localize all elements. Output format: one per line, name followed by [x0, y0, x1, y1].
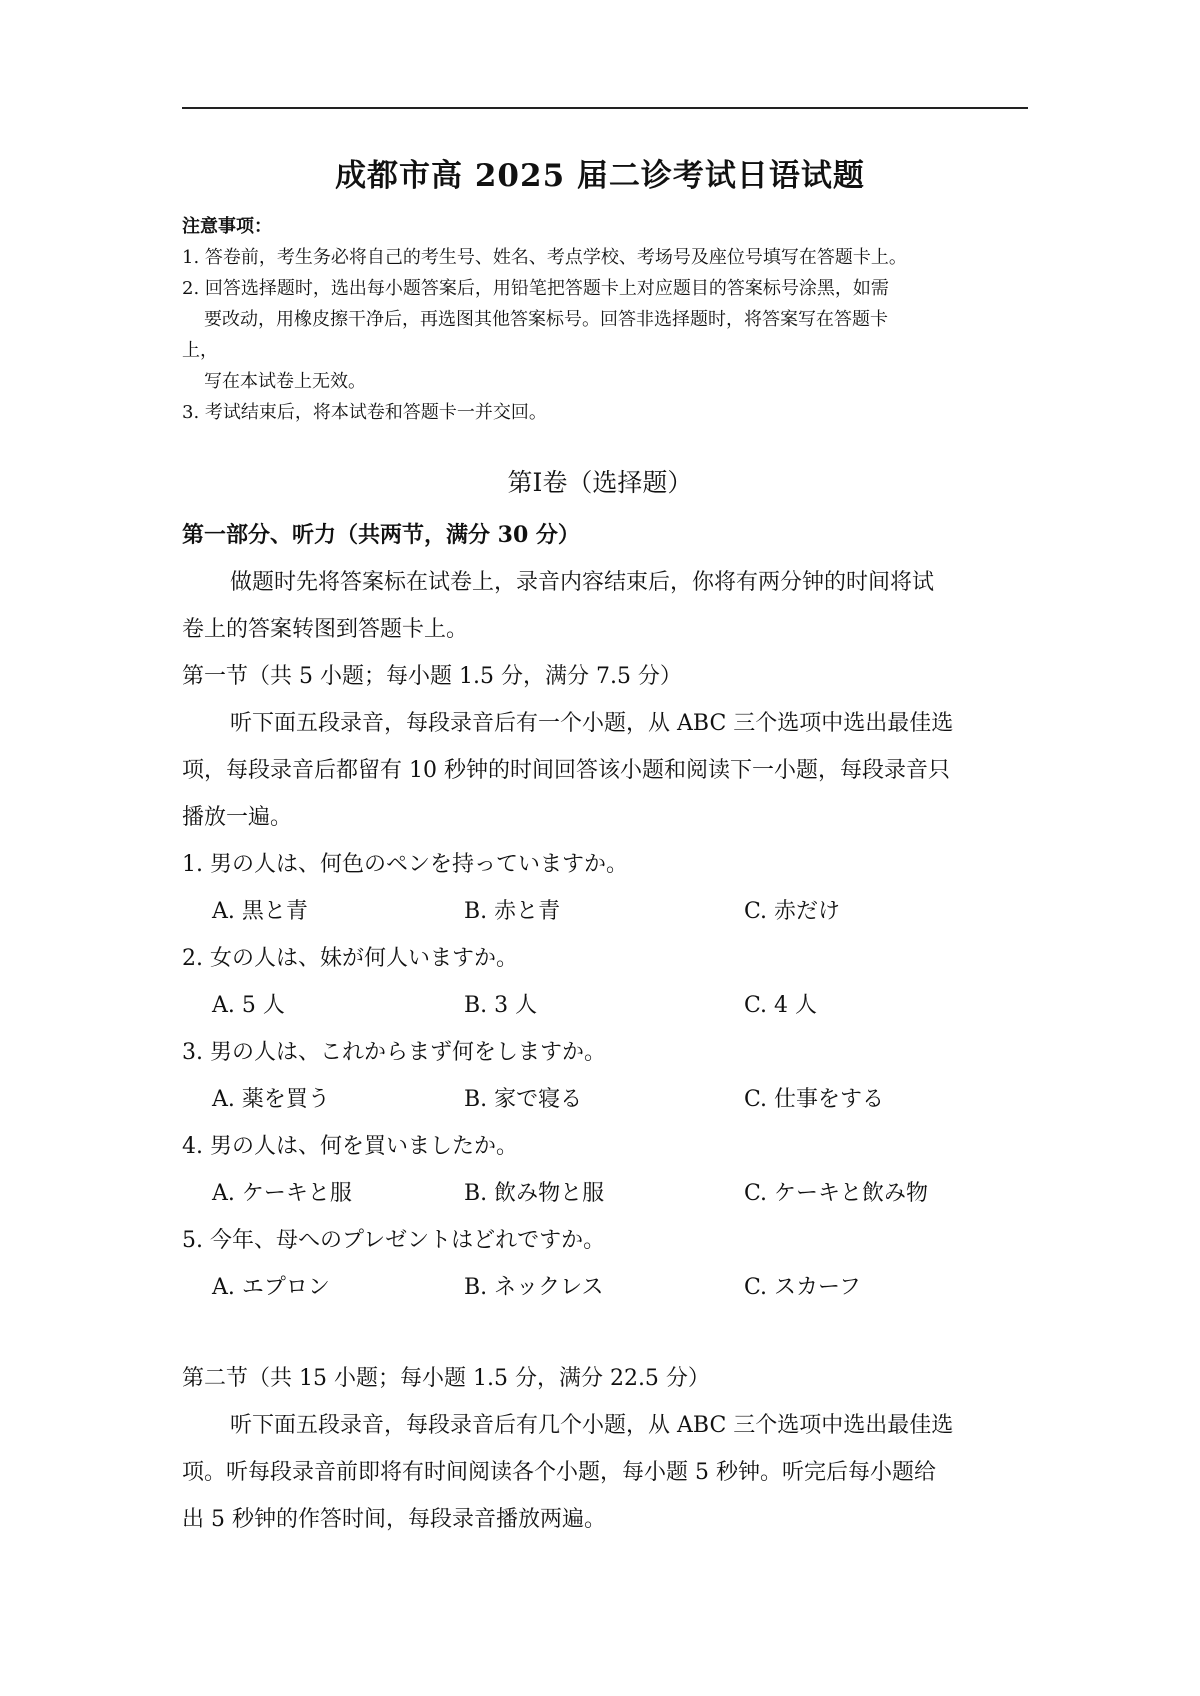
question-4: 4. 男の人は、何を買いましたか。 [182, 1134, 518, 1159]
question-1: 1. 男の人は、何色のペンを持っていますか。 [182, 852, 628, 877]
question-1-option-b: B. 赤と青 [464, 899, 561, 924]
exam-title: 成都市高 2025 届二诊考试日语试题 [335, 158, 865, 194]
sec2-heading: 第二节（共 15 小题；每小题 1.5 分，满分 22.5 分） [182, 1366, 710, 1391]
note-2-line-4: 写在本试卷上无效。 [204, 371, 366, 392]
part1-heading: 第一部分、听力（共两节，满分 30 分） [182, 522, 580, 548]
question-3-option-c: C. 仕事をする [744, 1087, 885, 1112]
sec1-desc-line-3: 播放一遍。 [182, 805, 293, 830]
part1-intro-line-2: 卷上的答案转图到答题卡上。 [182, 617, 469, 642]
part1-intro-line-1: 做题时先将答案标在试卷上，录音内容结束后，你将有两分钟的时间将试 [230, 570, 935, 595]
sec2-desc-line-1: 听下面五段录音，每段录音后有几个小题，从 ABC 三个选项中选出最佳选 [230, 1413, 954, 1438]
question-2-option-b: B. 3 人 [464, 993, 538, 1018]
sec2-desc-line-2: 项。听每段录音前即将有时间阅读各个小题，每小题 5 秒钟。听完后每小题给 [182, 1460, 936, 1485]
note-1: 1. 答卷前，考生务必将自己的考生号、姓名、考点学校、考场号及座位号填写在答题卡上。 [182, 247, 907, 268]
question-5-option-b: B. ネックレス [464, 1275, 604, 1300]
header-rule [182, 107, 1028, 109]
question-3-option-a: A. 薬を買う [212, 1087, 330, 1112]
sec1-heading: 第一节（共 5 小题；每小题 1.5 分，满分 7.5 分） [182, 664, 682, 689]
question-4-option-a: A. ケーキと服 [212, 1181, 352, 1206]
question-1-option-a: A. 黒と青 [212, 899, 308, 924]
question-4-option-c: C. ケーキと飲み物 [744, 1181, 929, 1206]
question-2-option-a: A. 5 人 [212, 993, 285, 1018]
question-2: 2. 女の人は、妹が何人いますか。 [182, 946, 518, 971]
question-5-option-a: A. エプロン [212, 1275, 330, 1300]
question-5-option-c: C. スカーフ [744, 1275, 861, 1300]
question-3: 3. 男の人は、これからまず何をしますか。 [182, 1040, 606, 1065]
sec1-desc-line-1: 听下面五段录音，每段录音后有一个小题，从 ABC 三个选项中选出最佳选 [230, 711, 954, 736]
note-2-line-2: 要改动，用橡皮擦干净后，再选图其他答案标号。回答非选择题时，将答案写在答题卡 [204, 309, 888, 330]
sec2-desc-line-3: 出 5 秒钟的作答时间，每段录音播放两遍。 [182, 1507, 606, 1532]
question-2-option-c: C. 4 人 [744, 993, 818, 1018]
note-2-line-3: 上， [182, 340, 218, 361]
notes-block [182, 211, 1042, 428]
note-2-line-1: 2. 回答选择题时，选出每小题答案后，用铅笔把答题卡上对应题目的答案标号涂黑，如需 [182, 278, 889, 299]
question-1-option-c: C. 赤だけ [744, 899, 841, 924]
question-4-option-b: B. 飲み物と服 [464, 1181, 605, 1206]
sec1-desc-line-2: 项，每段录音后都留有 10 秒钟的时间回答该小题和阅读下一小题，每段录音只 [182, 758, 950, 783]
section-title: 第Ⅰ卷（选择题） [507, 468, 693, 497]
question-5: 5. 今年、母へのプレゼントはどれですか。 [182, 1228, 606, 1253]
notes-heading: 注意事项： [182, 216, 272, 237]
note-3: 3. 考试结束后，将本试卷和答题卡一并交回。 [182, 402, 547, 423]
question-3-option-b: B. 家で寝る [464, 1087, 583, 1112]
